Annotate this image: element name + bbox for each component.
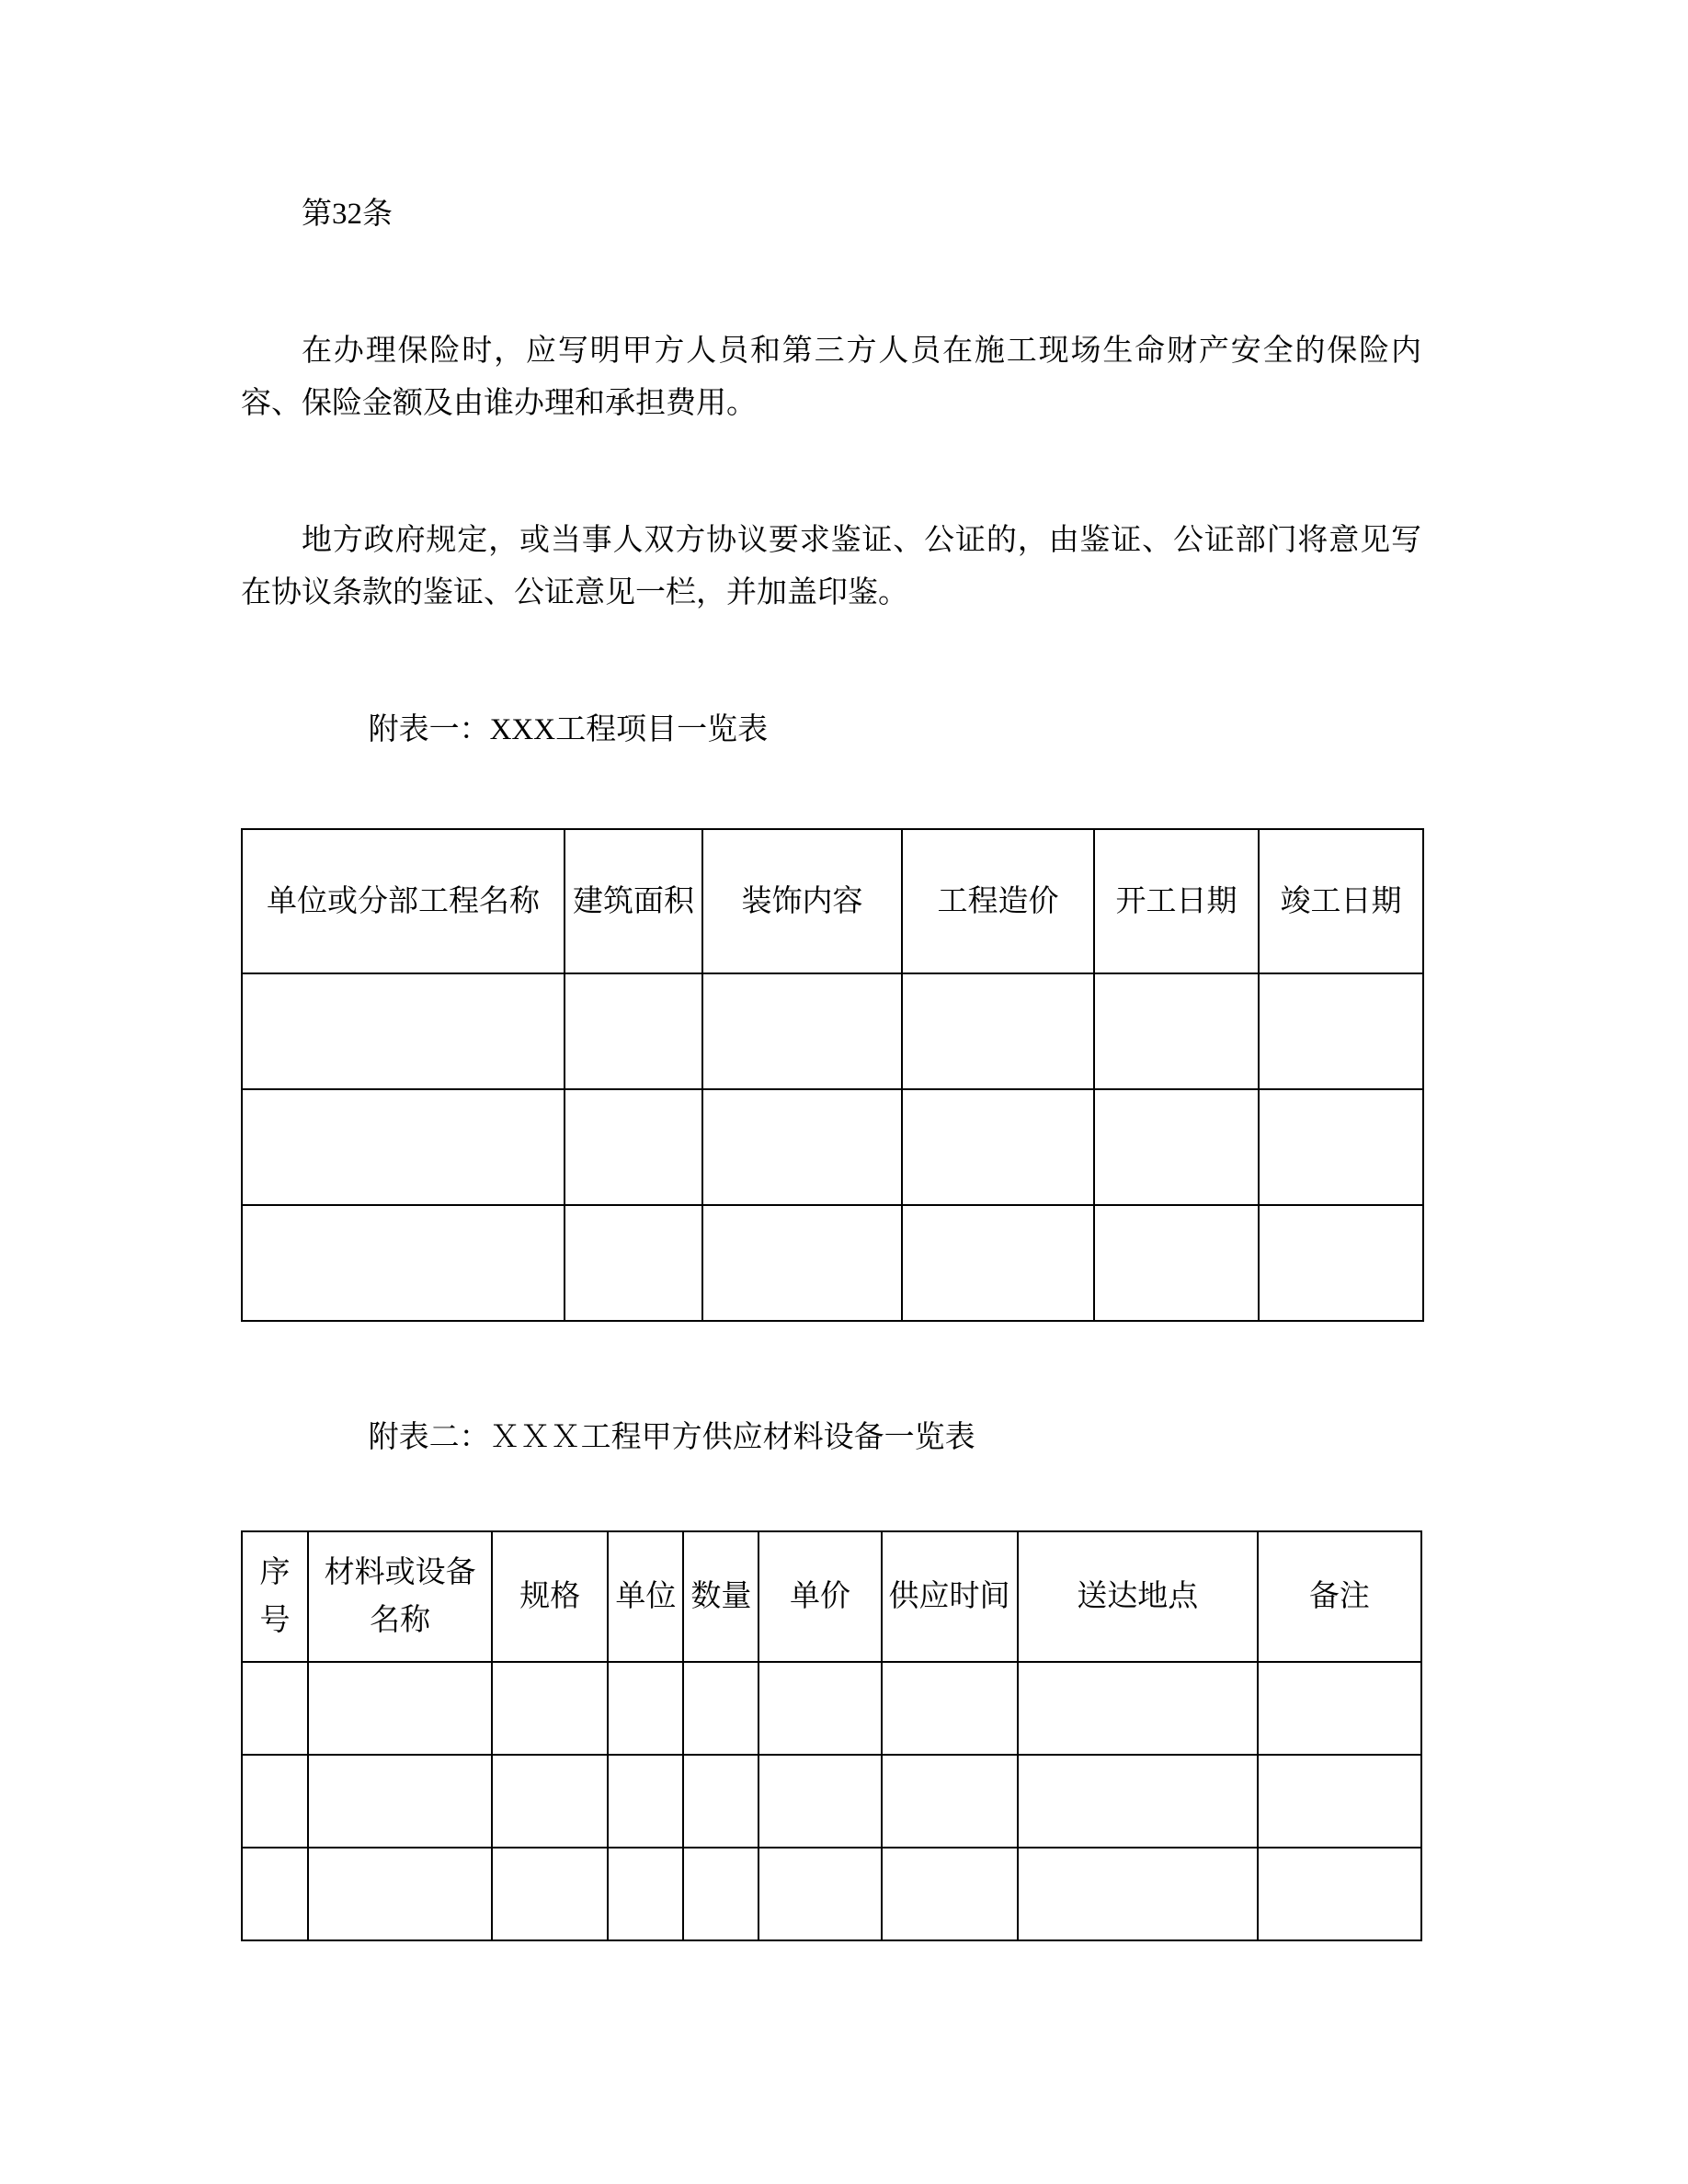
table1-cell [702, 1089, 902, 1205]
table2-cell [308, 1848, 492, 1940]
table1-cell [565, 1205, 702, 1321]
table2-header-material-name: 材料或设备名称 [308, 1531, 492, 1662]
table2-cell [1018, 1755, 1258, 1848]
table1-title: 附表一：XXX工程项目一览表 [368, 713, 769, 746]
table2-cell [1258, 1848, 1421, 1940]
table1-cell [242, 1089, 565, 1205]
materials-equipment-table [241, 1530, 1422, 1941]
table2-row [242, 1755, 1421, 1848]
table1-cell [902, 1205, 1094, 1321]
table1-cell [1259, 973, 1423, 1089]
table1-cell [565, 1089, 702, 1205]
table1-header-project-cost: 工程造价 [902, 829, 1094, 973]
table2-title: 附表二：ＸＸＸ工程甲方供应材料设备一览表 [368, 1421, 975, 1454]
table1-header-building-area: 建筑面积 [565, 829, 702, 973]
project-list-table [241, 828, 1424, 1322]
table2-cell [882, 1662, 1018, 1755]
article-heading: 第32条 [302, 198, 393, 231]
table2-header-delivery-place: 送达地点 [1018, 1531, 1258, 1662]
table2-cell [882, 1755, 1018, 1848]
table1-cell [242, 1205, 565, 1321]
table1-cell [1259, 1205, 1423, 1321]
table2-header-supply-time: 供应时间 [882, 1531, 1018, 1662]
paragraph-insurance: 在办理保险时，应写明甲方人员和第三方人员在施工现场生命财产安全的保险内容、保险金额及由谁办理和承担费用。 [241, 335, 1421, 420]
table2-cell [242, 1755, 308, 1848]
table2-cell [683, 1848, 758, 1940]
table1-row [242, 973, 1423, 1089]
table1-header-decoration-content: 装饰内容 [702, 829, 902, 973]
table1-cell [902, 973, 1094, 1089]
paragraph-notarization: 地方政府规定，或当事人双方协议要求鉴证、公证的，由鉴证、公证部门将意见写在协议条款的鉴证、公证意见一栏，并加盖印鉴。 [241, 524, 1421, 609]
table2-cell [758, 1662, 881, 1755]
table2-cell [492, 1662, 608, 1755]
table2-cell [1258, 1662, 1421, 1755]
table2-cell [758, 1848, 881, 1940]
table2-header-row [242, 1531, 1421, 1662]
table1-cell [1259, 1089, 1423, 1205]
table2-cell [608, 1755, 683, 1848]
table2-cell [308, 1755, 492, 1848]
table1-cell [702, 973, 902, 1089]
table2-cell [758, 1755, 881, 1848]
table2-cell [882, 1848, 1018, 1940]
table2-row [242, 1662, 1421, 1755]
table2-cell [308, 1662, 492, 1755]
table2-cell [608, 1848, 683, 1940]
table2-header-quantity: 数量 [683, 1531, 758, 1662]
table2-header-remarks: 备注 [1258, 1531, 1421, 1662]
table1-header-completion-date: 竣工日期 [1259, 829, 1423, 973]
table1-cell [902, 1089, 1094, 1205]
table1-cell [1094, 973, 1259, 1089]
table1-header-start-date: 开工日期 [1094, 829, 1259, 973]
table1-cell [702, 1205, 902, 1321]
table2-row [242, 1848, 1421, 1940]
table2-cell [683, 1662, 758, 1755]
table2-header-specification: 规格 [492, 1531, 608, 1662]
table1-cell [242, 973, 565, 1089]
table2-cell [1018, 1662, 1258, 1755]
table1-header-row [242, 829, 1423, 973]
table1-header-unit-name: 单位或分部工程名称 [242, 829, 565, 973]
table2-cell [1018, 1848, 1258, 1940]
table2-cell [492, 1848, 608, 1940]
table2-cell [242, 1662, 308, 1755]
table2-cell [492, 1755, 608, 1848]
table1-row [242, 1089, 1423, 1205]
table1-row [242, 1205, 1423, 1321]
table2-cell [683, 1755, 758, 1848]
table2-cell [1258, 1755, 1421, 1848]
table1-cell [565, 973, 702, 1089]
table2-cell [242, 1848, 308, 1940]
table2-header-unit-price: 单价 [758, 1531, 881, 1662]
table2-header-unit: 单位 [608, 1531, 683, 1662]
table2-cell [608, 1662, 683, 1755]
table1-cell [1094, 1089, 1259, 1205]
table2-header-serial-number: 序号 [242, 1531, 308, 1662]
table1-cell [1094, 1205, 1259, 1321]
